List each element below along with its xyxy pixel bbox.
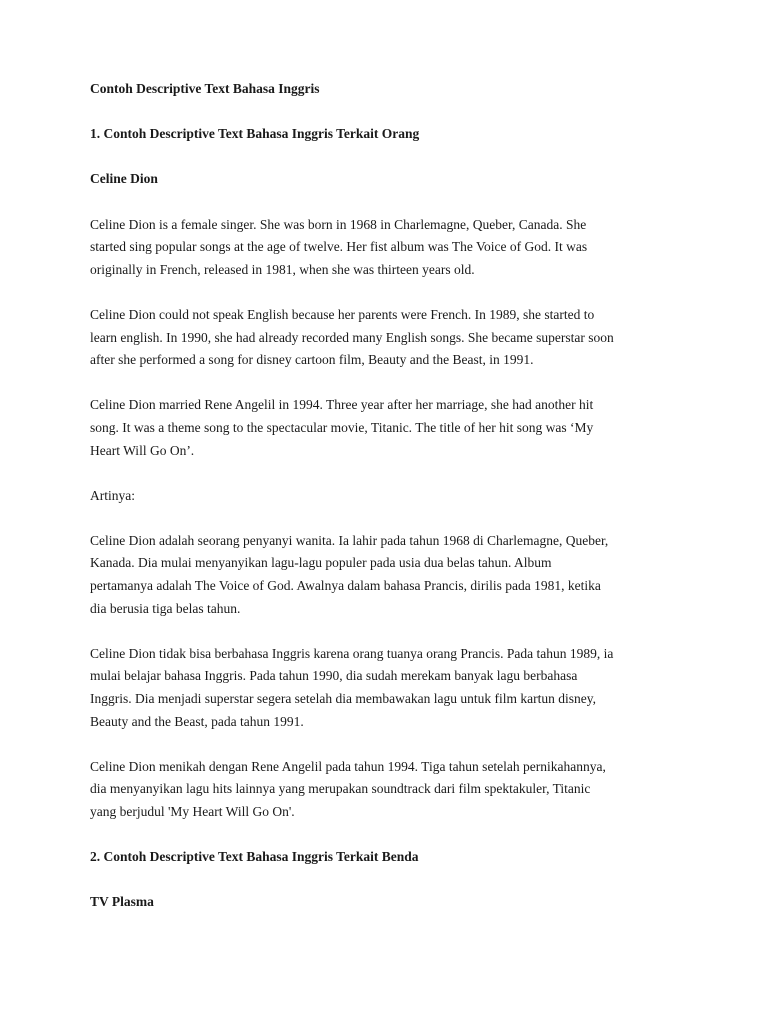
text-line: Celine Dion adalah seorang penyanyi wanita. Ia lahir pada tahun 1968 di Charlemagne, Queber, <box>90 532 609 548</box>
subject-1-heading: Celine Dion <box>90 171 158 187</box>
text-line: Celine Dion menikah dengan Rene Angelil pada tahun 1994. Tiga tahun setelah pernikahannya, <box>90 758 606 774</box>
text-line: after she performed a song for disney cartoon film, Beauty and the Beast, in 1991. <box>90 352 534 368</box>
document-content <box>90 78 690 937</box>
english-paragraph-3 <box>90 394 690 462</box>
text-line: Kanada. Dia mulai menyanyikan lagu-lagu populer pada usia dua belas tahun. Album <box>90 555 552 571</box>
text-line: Celine Dion is a female singer. She was born in 1968 in Charlemagne, Queber, Canada. She <box>90 216 587 232</box>
text-line: Celine Dion tidak bisa berbahasa Inggris karena orang tuanya orang Prancis. Pada tahun 1989, ia <box>90 645 614 661</box>
text-line: dia menyanyikan lagu hits lainnya yang merupakan soundtrack dari film spektakuler, Titanic <box>90 781 591 797</box>
document-title: Contoh Descriptive Text Bahasa Inggris <box>90 81 320 96</box>
text-line: Celine Dion married Rene Angelil in 1994. Three year after her marriage, she had another hit <box>90 397 594 413</box>
section-2-heading: 2. Contoh Descriptive Text Bahasa Inggris Terkait Benda <box>90 849 419 865</box>
text-line: pertamanya adalah The Voice of God. Awalnya dalam bahasa Prancis, dirilis pada 1981, ketika <box>90 578 601 594</box>
english-paragraph-1 <box>90 214 690 282</box>
text-line: Beauty and the Beast, pada tahun 1991. <box>90 713 304 729</box>
text-line: yang berjudul 'My Heart Will Go On'. <box>90 804 295 819</box>
text-line: started sing popular songs at the age of twelve. Her fist album was The Voice of God. It was <box>90 239 588 255</box>
english-paragraph-2 <box>90 304 690 372</box>
translation-paragraph-1 <box>90 530 690 620</box>
translation-paragraph-2 <box>90 643 690 733</box>
text-line: Heart Will Go On’. <box>90 442 195 458</box>
text-line: song. It was a theme song to the spectacular movie, Titanic. The title of her hit song was ‘My <box>90 419 594 435</box>
subject-2-heading: TV Plasma <box>90 894 154 910</box>
text-line: Celine Dion could not speak English because her parents were French. In 1989, she started to <box>90 306 595 322</box>
text-line: Inggris. Dia menjadi superstar segera setelah dia membawakan lagu untuk film kartun disney, <box>90 691 596 707</box>
text-line: originally in French, released in 1981, when she was thirteen years old. <box>90 261 475 277</box>
text-line: mulai belajar bahasa Inggris. Pada tahun 1990, dia sudah merekam banyak lagu berbahasa <box>90 668 578 684</box>
text-line: dia berusia tiga belas tahun. <box>90 600 241 616</box>
text-line: learn english. In 1990, she had already recorded many English songs. She became superstar soon <box>90 329 614 345</box>
translation-paragraph-3 <box>90 756 690 824</box>
section-1-heading: 1. Contoh Descriptive Text Bahasa Inggris Terkait Orang <box>90 126 420 142</box>
translation-label: Artinya: <box>90 487 135 503</box>
